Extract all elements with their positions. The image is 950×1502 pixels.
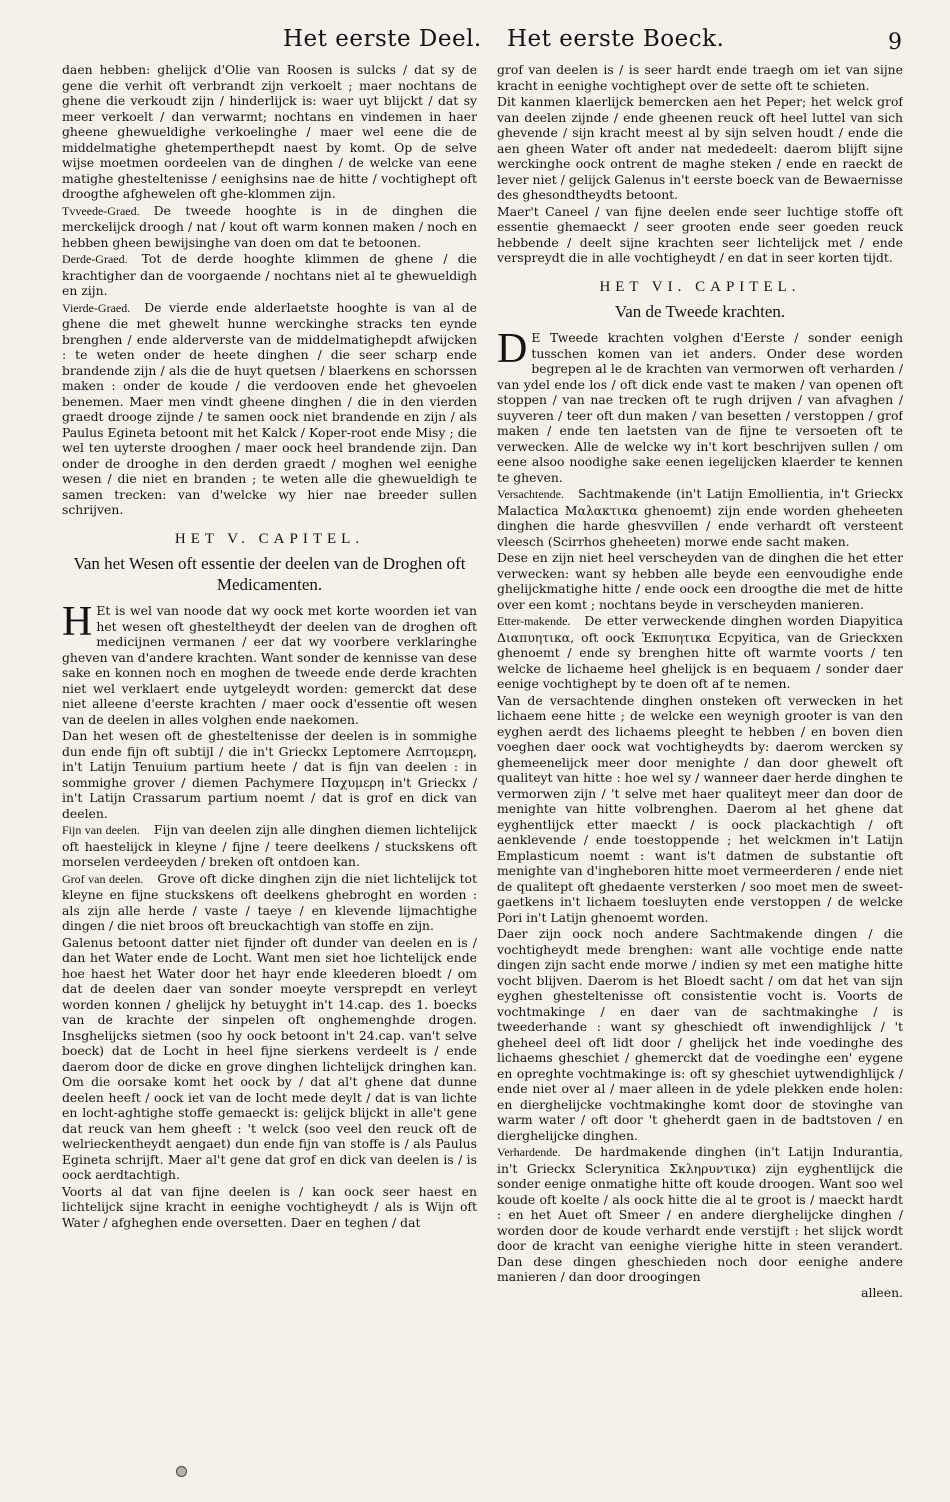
margin-label: Versachtende. [497,487,564,501]
paragraph: Dan het wesen oft de ghesteltenisse der deelen is in sommighe dun ende fijn oft subtijl / die in't Grieckx Leptomere Λεπτομερη, in't Latijn Tenuium partium heete / dat is fijn van deelen : in sommighe grover / diemen Pachymere Παχυμερη in't Grieckx / in't Latijn Crassarum partium noemt / dat is grof en dick van deelen. [62,728,477,821]
paragraph [62,871,477,934]
catchword-line: alleen. [861,1284,903,1300]
paragraph: grof van deelen is / is seer hardt ende traegh om iet van sijne kracht in eenighe vochtighept over de sette oft te schieten. [497,62,903,93]
drop-cap: H [62,599,93,645]
paragraph [62,251,477,299]
margin-label: Etter-makende. [497,614,571,628]
margin-label: Verhardende. [497,1145,561,1159]
paragraph-text: E Tweede krachten volghen d'Eerste / sonder eenigh tusschen komen van iet anders. Onder dese worden begrepen al le de krachten van vermorwen oft verharden / van ydel ende los / oft dick ende vast te maken / van openen oft stoppen / van nae trecken oft te rugh drijven / van afvaghen / suyveren / teer oft dun maken / van besetten / verstoppen / grof maken / ende ten laetsten van de fijne te versoeten oft te verwecken. Alle de welcke wy in't kort beschrijven sullen / om eene alsoo noodighe sake eenen iegelijcken klaerder te kennen te gheven. [497,330,903,485]
paragraph [497,326,903,485]
paragraph-text: De vierde ende alderlaetste hooghte is van al de ghene die met ghewelt hunne werckinghe stracks ten eynde brenghen / ende alderverste van de middelmatighepdt afwijcken : te weten onder de heete dinghen / die seer scharp ende brandende zijn / als die de huyt quetsen / blaerkens en schorssen maken : onder de koude / die verdooven ende het ghevoelen benemen. Maer men vindt gheene dinghen / die in den vierden graedt drooge zijnde / te samen oock niet brandende en zijn / als Paulus Egineta betoont mit het Kalck / Koper-root ende Misy ; die wel ten uyterste drooghen / maer oock heel brandende zijn. Dan onder de drooghe in den derden graedt / moghen wel eenighe wesen / die niet en branden ; te weten alle die ghewueldigh te samen trecken: van d'welcke wy hier nae breeder sullen schrijven. [62,299,477,517]
paragraph-text: Fijn van deelen zijn alle dinghen diemen lichtelijck oft haestelijck in kleyne / fijne / teere deelkens / stuckskens oft morselen verdeeyden / breken oft ontdoen kan. [62,822,477,869]
paragraph: daen hebben: ghelijck d'Olie van Roosen is sulcks / dat sy de gene die verhit oft verbrandt zijn verkoelt ; maer nochtans de ghene die verkoudt zijn / hinderlijck is: waer uyt blijckt / dat sy meer verkoelt / dan verwarmt; nochtans en vindemen in haer gheene ghewueldighe verkoelinghe / maer wel eene die de middelmatighe ghetemperthepdt naest by komt. Op de selve wijse moetmen oordeelen van de dinghen / de welcke van eene matighe ghesteltenisse / eenighsins nae de hitte / vochtighept oft droogthe afghewelen oft ghe-klommen zijn. [62,62,477,201]
paragraph: Galenus betoont datter niet fijnder oft dunder van deelen en is / dan het Water ende de Locht. Want men siet hoe lichtelijck ende hoe haest het Water door het hayr ende kleederen bloedt / om dat de deelen daer van sonder moeyte versprepdt en verleyt worden konnen / ghelijck hy betuyght in't 14.cap. des 1. boecks van de krachte der sinpelen oft onghemenghde drogen. Insghelijcks sietmen (soo hy oock betoont in't 24.cap. van't selve boeck) dat de Locht in heel fijne sierkens verdeelt is / ende daerom door de dicke en grove dinghen lichtelijck dringhen kan. Om die oorsake komt het oock by / dat al't ghene dat dunne deelen heeft / oock iet van de locht mede deylt / dat is van lichte en locht-aghtighe stoffe gemaeckt is: gelijck blijckt in alle't gene dat reuck van hem gheeft : 't welck (soo veel den reuck oft de welrieckentheydt aengaet) dun ende fijn van stoffe is / als Paulus Egineta schrijft. Maer al't gene dat grof en dick van deelen is / is oock aerdtachtigh. [62,934,477,1182]
chapter-title: Van de Tweede krachten. [614,302,786,321]
left-column [62,62,477,1467]
right-column [497,62,903,1434]
paragraph [62,203,477,251]
paragraph [497,1144,903,1285]
paragraph: Daer zijn oock noch andere Sachtmakende dingen / die vochtigheydt mede brenghen: want alle vochtige ende natte dingen zijn sacht ende morwe / indien sy met een matighe hitte vocht blijven. Daerom is het Bloedt sacht / om dat het van sijn eyghen ghesteltenisse oft consistentie vocht is. Voorts de vochtmakinge / en daer van de sachtmakinghe / is tweederhande : want sy gheschiedt oft inwendighlijck / 't gheheel deel oft lidt door / ghelijck het inde voedinghe des lichaems gheschiet / ghemerckt dat de voedinghe een' eygene en opreghte vochtmakinge is: oft sy gheschiet uytwendighlijck / ende niet over al / maer alleen in de ydele plekken ende holen: en dierghelijcke vochtmakinghe komt door de stovinghe van warm water / oft door 't gheherdt gaen in de badtstoven / en dierghelijcke dinghen. [497,926,903,1143]
paragraph-text: Grove oft dicke dinghen zijn die niet lichtelijck tot kleyne en fijne stuckskens oft deelkens ghebroght en worden : als zijn alle herde / vaste / taeye / en klevende lijmachtighe dingen / die niet broos oft breuckachtigh van stoffe en zijn. [62,870,477,933]
paragraph-text: Sachtmakende (in't Latijn Emollientia, in't Grieckx Malactica Μαλακτικα ghenoemt) zijn ende worden gheheeten dinghen die harde ghesvvillen / ende verhardt oft versteent vleesch (Scirrhos gheheeten) morwe ende sacht maken. [497,486,903,549]
paragraph [62,822,477,870]
paragraph [497,613,903,692]
running-head-part: Het eerste Deel. [283,26,482,52]
margin-label: Tvveede-Graed. [62,203,140,218]
paragraph-text: De hardmakende dinghen (in't Latijn Indurantia, in't Grieckx Sclerynitica Σκληρυντικα) zijn eyghentlijck die sonder eenige onmatighe hitte oft koude droogen. Want soo wel koude oft koelte / als oock hitte die al te groot is / maeckt hardt : en het Auet oft Smeer / en andere dierghelijcke dinghen / worden door de koude verhardt ende verstijft : het slijck wordt door de kracht van eenighe vierighe hitte in steen verandert. Dan dese dingen gheschieden noch door eenighe andere manieren / dan door droogingen [497,1144,903,1284]
paragraph: Dese en zijn niet heel verscheyden van de dinghen die het etter verwecken: want sy hebben alle beyde een eenvoudighe ende ghelijckmatighe hitte / ende oock een droogthe die met de hitte over een komt ; nochtans beyde in verscheyden manieren. [497,550,903,612]
margin-label: Grof van deelen. [62,871,144,886]
paragraph-text: De etter verweckende dinghen worden Diapyitica Διαπυητικα, oft oock Ἐκπυητικα Ecpyitica, van de Grieckxen ghenoemt / ende sy brenghen hitte oft warmte voorts / ten welcke de lichaeme heel ghelijck is en bequaem / sonder daer eenige vochtighept by te doen oft af te nemen. [497,613,903,691]
ink-spot-mark [176,1466,187,1477]
page-header [0,20,950,60]
paragraph [62,300,477,518]
chapter-heading: HET VI. CAPITEL. [599,278,801,295]
chapter-heading: HET V. CAPITEL. [174,530,365,547]
margin-label: Vierde-Graed. [62,300,131,315]
paragraph: Voorts al dat van fijne deelen is / kan oock seer haest en lichtelijck sijne kracht in eenighe vochtigheydt / als is Wijn oft Water / afgheghen ende oversetten. Daer en teghen / dat [62,1183,477,1230]
margin-label: Derde-Graed. [62,252,128,266]
paragraph [497,486,903,549]
drop-cap: D [497,326,528,372]
running-head-book: Het eerste Boeck. [507,26,725,52]
paragraph-text: Et is wel van noode dat wy oock met korte woorden iet van het wesen oft ghesteltheydt der deelen van de droghen oft medicijnen vermanen / eer dat wy voorbere verklaringhe gheven van d'andere krachten. Want sonder de kennisse van dese sake en konnen noch en moghen de tweede ende derde krachten niet wel verklaert ende uytgeleydt worden: gemerckt dat dese niet alleene d'eerste krachten / maer oock d'essentie oft wesen van de deelen in alles volghen ende naekomen. [62,603,477,727]
paragraph-text: De tweede hooghte is in de dinghen die merckelijck droogh / nat / kout oft warm konnen maken / noch en hebben gheen bewijsinghe van doen om dat te betoonen. [62,202,477,250]
paragraph: Dit kanmen klaerlijck bemercken aen het Peper; het welck grof van deelen zijnde / ende gheenen reuck oft heel luttel van sich ghevende / sijn kracht meest al by sijn selven houdt / ende die aen gheen Water oft ander nat mededeelt: daerom blijft sijne werckinghe oock ontrent de maghe steken / ende en raeckt de lever niet / gelijck Galenus in't eerste boeck van de Bewaernisse des ghesondtheydts betoont. [497,94,903,202]
margin-label: Fijn van deelen. [62,823,140,837]
page-number: 9 [888,30,902,55]
paragraph [62,599,477,727]
paragraph: Van de versachtende dinghen onsteken oft verwecken in het lichaem eene hitte ; de welcke een weynigh grooter is van den eyghen aerdt des lichaems pleeght te hebben / en boven dien voeghen daer oock wat vochtigheydts by: daerom wercken sy ghemeenelijck meer door menighte / dan door ghewelt oft qualiteyt van hitte : hoe wel sy / wanneer daer herde dinghen te vermorwen zijn / 't selve met haer qualiteyt meer dan door de menighte van hitte volbrenghen. Daerom al het ghene dat eyghentlijck etter maeckt / is oock plackachtigh / oft aenklevende / ende toestoppende ; het welckmen in't Latijn Emplasticum noemt : want is't datmen de substantie oft menighte van d'ingheboren hitte moet vermeerderen / ende niet de qualitept oft ghedaente versterken / soo moet men de sweet-gaetkens in't lichaem toesluyten ende verstoppen / de welcke Pori in't Latijn ghenoemt worden. [497,692,903,925]
paragraph-text: Tot de derde hooghte klimmen de ghene / die krachtigher dan de voorgaende / nochtans niet al te ghewueldigh en zijn. [62,251,477,298]
paragraph: Maer't Caneel / van fijne deelen ende seer luchtige stoffe oft essentie ghemaeckt / seer grooten ende seer goeden reuck hebbende / deelt sijne krachten seer lichtelijck met / ende verspreydt die in alle vochtigheydt / en dat in seer korten tijdt. [497,203,903,265]
chapter-title: Van het Wesen oft essentie der deelen van de Droghen oft Medicamenten. [73,554,466,594]
